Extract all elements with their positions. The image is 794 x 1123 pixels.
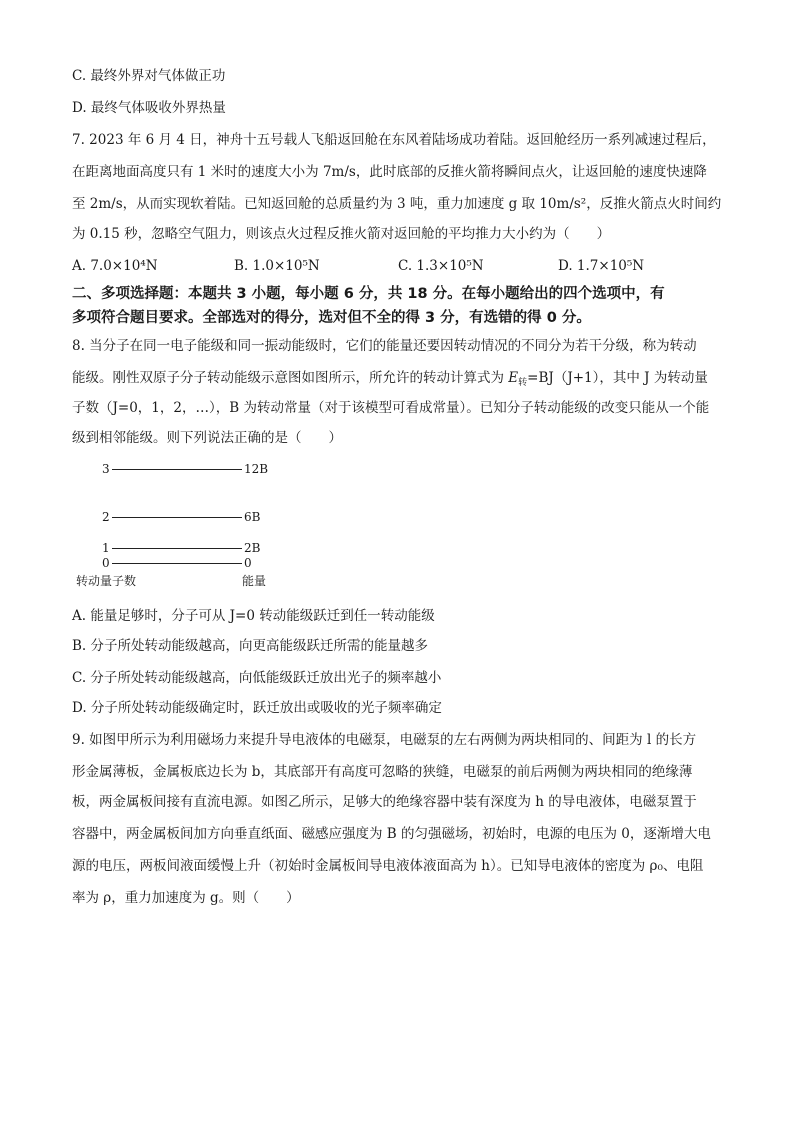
- q8-text-line2: [72, 368, 732, 393]
- quantum-number-axis-label: 转动量子数: [76, 574, 137, 588]
- energy-axis-label: 能量: [242, 574, 267, 588]
- q7-text-line4: 为 0.15 秒，忽略空气阻力，则该点火过程反推火箭对返回舱的平均推力大小约为（ ）: [72, 226, 611, 242]
- q6-option-d: D. 最终气体吸收外界热量: [72, 100, 226, 116]
- q9-text-line2: 形金属薄板，金属板底边长为 b，其底部开有高度可忽略的狭缝，电磁泵的前后两侧为两块相同的绝缘薄: [72, 764, 693, 780]
- energy-level-2: [72, 510, 312, 524]
- section2-heading-line2: 多项符合题目要求。全部选对的得分，选对但不全的得 3 分，有选错的得 0 分。: [72, 310, 591, 326]
- level-energy: 0: [244, 556, 252, 570]
- q8-option-d: D. 分子所处转动能级确定时，跃迁放出或吸收的光子频率确定: [72, 700, 442, 716]
- q9-text-line1: 9. 如图甲所示为利用磁场力来提升导电液体的电磁泵，电磁泵的左右两侧为两块相同的、间距为 l 的长方: [72, 732, 697, 748]
- q9-text-line5: 源的电压，两板间液面缓慢上升（初始时金属板间导电液体液面高为 h）。已知导电液体的密度为 ρ₀、电阻: [72, 858, 704, 874]
- q8-energy-symbol: E: [508, 370, 519, 386]
- level-energy: 6B: [244, 510, 261, 524]
- q7-text-line1: 7. 2023 年 6 月 4 日，神舟十五号载人飞船返回舱在东风着陆场成功着陆。返回舱经历一系列减速过程后，: [72, 132, 716, 148]
- energy-level-1: [72, 541, 312, 555]
- q7-text-line2: 在距离地面高度只有 1 米时的速度大小为 7m/s，此时底部的反推火箭将瞬间点火，让返回舱的速度快速降: [72, 164, 707, 180]
- energy-level-diagram: [72, 458, 312, 588]
- q8-text-line2-b: =BJ（J+1），其中 J 为转动量: [527, 370, 708, 386]
- level-quantum-number: 3: [102, 462, 110, 476]
- q8-text-line3: 子数（J=0，1，2，…），B 为转动常量（对于该模型可看成常量）。已知分子转动能级的改变只能从一个能: [72, 400, 710, 416]
- level-energy: 2B: [244, 541, 261, 555]
- q6-option-c: C. 最终外界对气体做正功: [72, 68, 226, 84]
- q9-text-line6: 率为 ρ，重力加速度为 g。则（ ）: [72, 890, 300, 906]
- level-quantum-number: 2: [102, 510, 110, 524]
- section2-heading-line1: 二、多项选择题：本题共 3 小题，每小题 6 分，共 18 分。在每小题给出的四个选项中，有: [72, 286, 665, 302]
- q7-option-a: A. 7.0×10⁴N: [72, 258, 158, 274]
- q7-text-line3: 至 2m/s，从而实现软着陆。已知返回舱的总质量约为 3 吨，重力加速度 g 取 10m/s²，反推火箭点火时间约: [72, 196, 722, 212]
- level-line: [112, 469, 242, 470]
- q7-option-c: C. 1.3×10⁵N: [398, 258, 484, 274]
- q8-option-c: C. 分子所处转动能级越高，向低能级跃迁放出光子的频率越小: [72, 670, 442, 686]
- q8-option-a: A. 能量足够时，分子可从 J=0 转动能级跃迁到任一转动能级: [72, 608, 435, 624]
- q8-text-line4: 级到相邻能级。则下列说法正确的是（ ）: [72, 430, 342, 446]
- energy-level-0: [72, 556, 312, 570]
- q8-energy-subscript: 转: [518, 378, 528, 388]
- q8-text-line1: 8. 当分子在同一电子能级和同一振动能级时，它们的能量还要因转动情况的不同分为若干分级，称为转动: [72, 338, 697, 354]
- q8-text-line2-a: 能级。刚性双原子分子转动能级示意图如图所示，所允许的转动计算式为: [72, 370, 509, 386]
- level-line: [112, 548, 242, 549]
- q8-option-b: B. 分子所处转动能级越高，向更高能级跃迁所需的能量越多: [72, 638, 429, 654]
- level-quantum-number: 0: [102, 556, 110, 570]
- q9-text-line3: 板，两金属板间接有直流电源。如图乙所示，足够大的绝缘容器中装有深度为 h 的导电液体，电磁泵置于: [72, 794, 697, 810]
- q7-option-b: B. 1.0×10⁵N: [234, 258, 320, 274]
- q9-text-line4: 容器中，两金属板间加方向垂直纸面、磁感应强度为 B 的匀强磁场，初始时，电源的电压为 0，逐渐增大电: [72, 826, 711, 842]
- level-line: [112, 563, 242, 564]
- level-energy: 12B: [244, 462, 269, 476]
- level-line: [112, 517, 242, 518]
- q7-option-d: D. 1.7×10⁵N: [558, 258, 645, 274]
- energy-level-3: [72, 462, 312, 476]
- q7-options: [72, 256, 732, 276]
- level-quantum-number: 1: [102, 541, 110, 555]
